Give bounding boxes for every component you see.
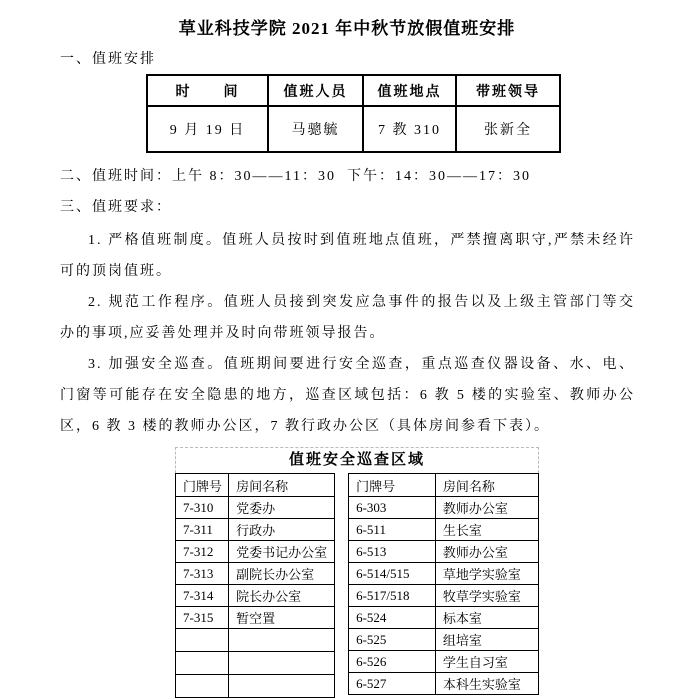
section-heading-duty-time: 二、值班时间：上午 8：30——11：30 下午：14：30——17：30 [60, 169, 531, 184]
door-number-cell: 6-511 [349, 519, 436, 541]
duty-cell-person: 马骢毓 [268, 106, 363, 152]
door-number-cell: 6-517/518 [349, 585, 436, 607]
table-row [349, 629, 539, 651]
room-name-cell: 学生自习室 [435, 651, 538, 673]
duty-header-time: 时 间 [147, 75, 268, 106]
door-number-cell [176, 675, 229, 698]
door-number-cell: 7-311 [176, 519, 229, 541]
room-name-cell: 行政办 [229, 519, 335, 541]
room-name-cell: 党委办 [229, 497, 335, 519]
table-row [176, 541, 335, 563]
table-row [349, 541, 539, 563]
room-name-cell: 院长办公室 [229, 585, 335, 607]
room-name-cell: 牧草学实验室 [435, 585, 538, 607]
requirements-block [60, 225, 635, 442]
door-number-cell: 7-315 [176, 607, 229, 629]
patrol-left-header-room: 房间名称 [229, 474, 335, 497]
table-row-empty [176, 652, 335, 675]
patrol-right-header-door: 门牌号 [349, 474, 436, 497]
room-name-cell: 标本室 [435, 607, 538, 629]
section-heading-duty-arrangement: 一、值班安排 [60, 52, 156, 67]
room-name-cell: 教师办公室 [435, 497, 538, 519]
room-name-cell: 副院长办公室 [229, 563, 335, 585]
patrol-table-right [348, 473, 539, 695]
room-name-cell: 生长室 [435, 519, 538, 541]
table-row [349, 585, 539, 607]
patrol-area-table [175, 447, 539, 698]
table-row [349, 607, 539, 629]
room-name-cell [229, 629, 335, 652]
requirement-item-1: 1. 严格值班制度。值班人员按时到值班地点值班，严禁擅离职守,严禁未经许可的顶岗值班。 [60, 233, 635, 279]
door-number-cell: 7-310 [176, 497, 229, 519]
patrol-right-header-row [349, 474, 539, 497]
table-row [349, 497, 539, 519]
patrol-left-header-door: 门牌号 [176, 474, 229, 497]
duty-cell-location: 7 教 310 [363, 106, 456, 152]
requirement-item-2: 2. 规范工作程序。值班人员接到突发应急事件的报告以及上级主管部门等交办的事项,应妥善处理并及时向带班领导报告。 [60, 295, 635, 341]
table-row [176, 563, 335, 585]
door-number-cell: 6-524 [349, 607, 436, 629]
door-number-cell [176, 652, 229, 675]
table-row [176, 519, 335, 541]
duty-cell-date: 9 月 19 日 [147, 106, 268, 152]
section-heading-duty-requirements: 三、值班要求： [60, 200, 172, 215]
duty-header-leader: 带班领导 [456, 75, 560, 106]
room-name-cell: 组培室 [435, 629, 538, 651]
patrol-table-title: 值班安全巡查区域 [175, 447, 539, 473]
duty-table-header-row [147, 75, 560, 106]
door-number-cell: 6-303 [349, 497, 436, 519]
door-number-cell [176, 629, 229, 652]
patrol-table-gap-spacer [335, 473, 348, 698]
patrol-left-header-row [176, 474, 335, 497]
room-name-cell [229, 675, 335, 698]
room-name-cell [229, 652, 335, 675]
patrol-table-body [175, 473, 539, 698]
table-row [176, 497, 335, 519]
room-name-cell: 本科生实验室 [435, 673, 538, 695]
door-number-cell: 6-527 [349, 673, 436, 695]
patrol-table-left [175, 473, 335, 698]
room-name-cell: 教师办公室 [435, 541, 538, 563]
door-number-cell: 6-525 [349, 629, 436, 651]
door-number-cell: 6-513 [349, 541, 436, 563]
table-row [176, 607, 335, 629]
duty-header-location: 值班地点 [363, 75, 456, 106]
table-row [349, 651, 539, 673]
duty-table [146, 74, 561, 153]
requirement-item-3: 3. 加强安全巡查。值班期间要进行安全巡查，重点巡查仪器设备、水、电、门窗等可能存在安全隐患的地方，巡查区域包括：6 教 5 楼的实验室、教师办公区，6 教 3 楼的教师办公区，7 教行政办公区（具体房间参看下表）。 [60, 357, 635, 434]
page-title: 草业科技学院 2021 年中秋节放假值班安排 [178, 19, 516, 38]
table-row [349, 563, 539, 585]
door-number-cell: 7-312 [176, 541, 229, 563]
door-number-cell: 7-314 [176, 585, 229, 607]
table-row-empty [176, 675, 335, 698]
duty-cell-leader: 张新全 [456, 106, 560, 152]
patrol-right-header-room: 房间名称 [435, 474, 538, 497]
table-row [176, 585, 335, 607]
door-number-cell: 6-514/515 [349, 563, 436, 585]
table-row-empty [176, 629, 335, 652]
room-name-cell: 党委书记办公室 [229, 541, 335, 563]
door-number-cell: 6-526 [349, 651, 436, 673]
table-row [349, 519, 539, 541]
duty-header-person: 值班人员 [268, 75, 363, 106]
door-number-cell: 7-313 [176, 563, 229, 585]
table-row [349, 673, 539, 695]
room-name-cell: 草地学实验室 [435, 563, 538, 585]
duty-table-data-row [147, 106, 560, 152]
room-name-cell: 暂空置 [229, 607, 335, 629]
